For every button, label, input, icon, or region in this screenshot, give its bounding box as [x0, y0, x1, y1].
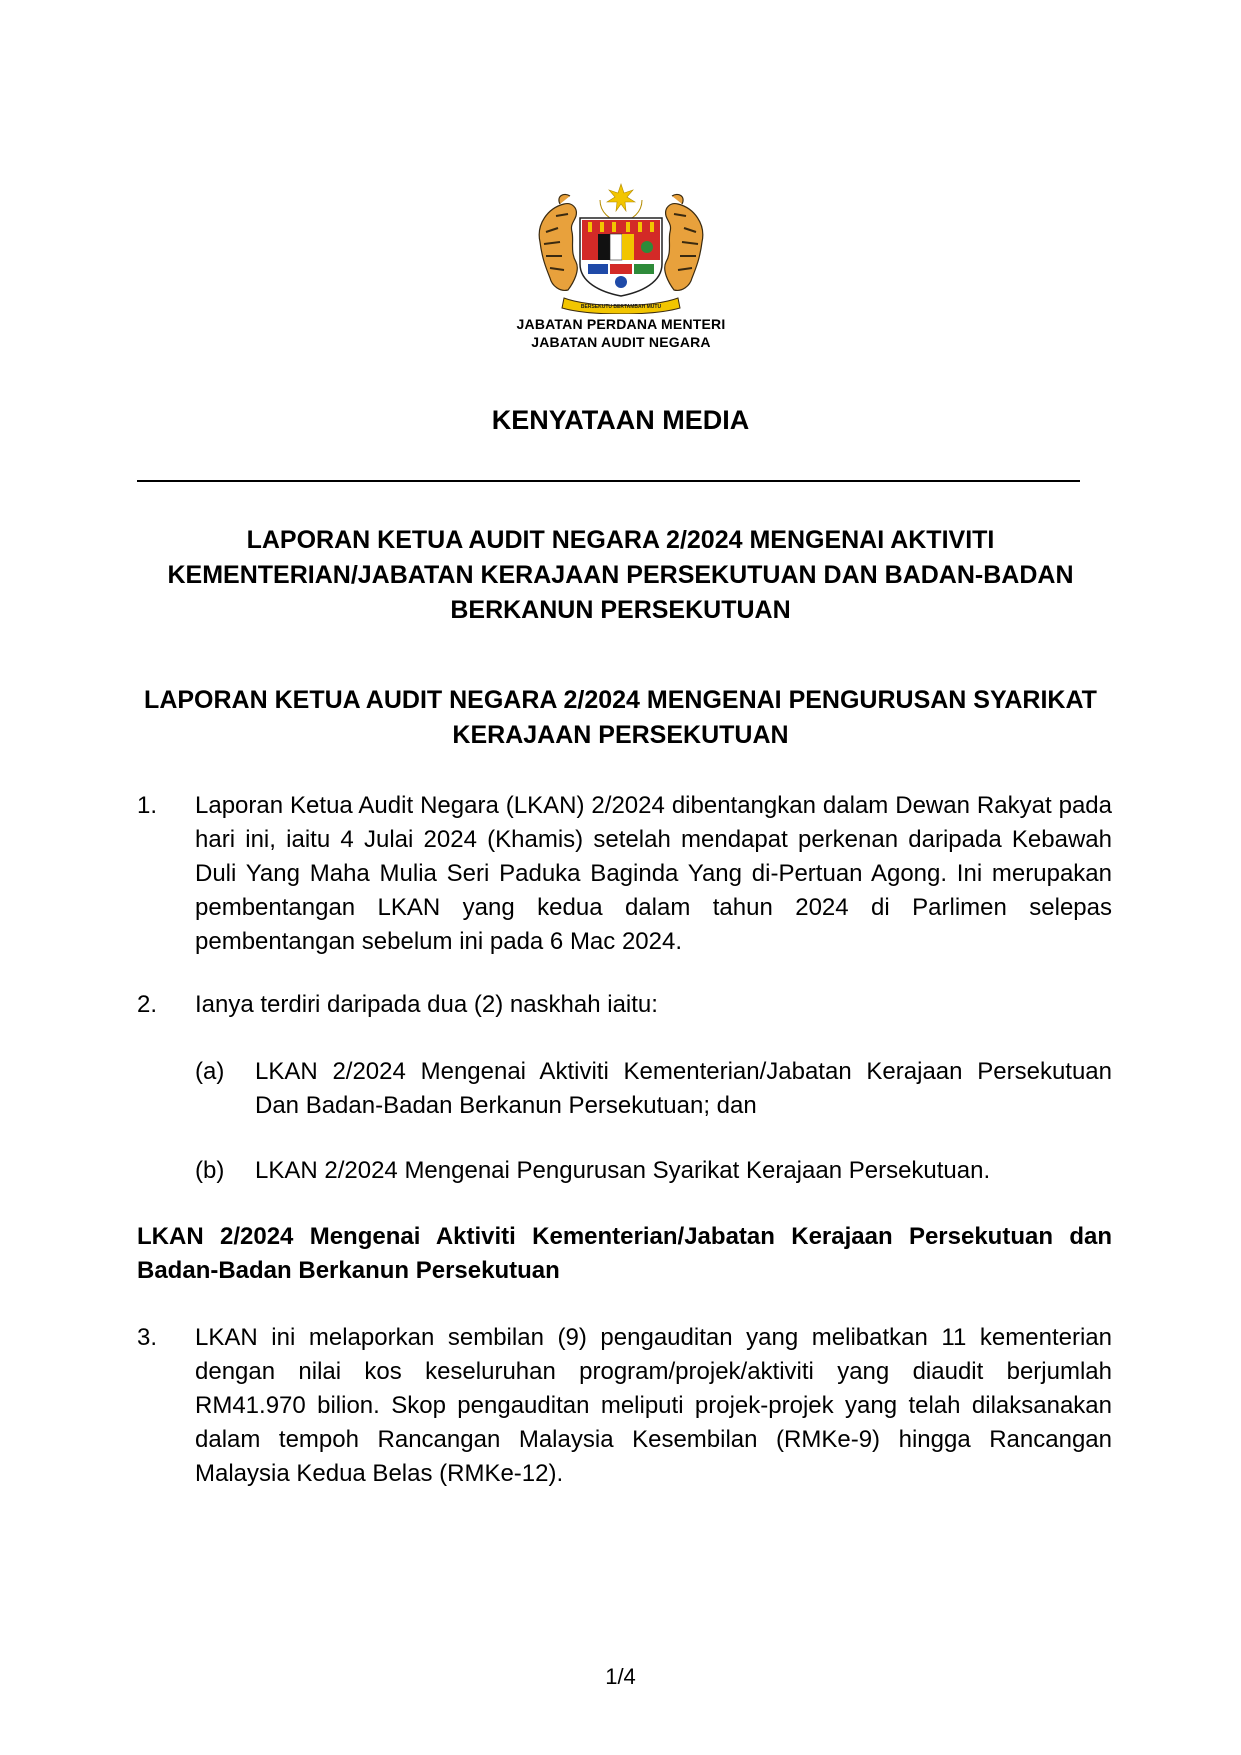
paragraph-number: 2.	[137, 991, 158, 1018]
section-heading: LKAN 2/2024 Mengenai Aktiviti Kementerian/Jabatan Kerajaan Persekutuan dan Badan-Badan Berkanun Persekutuan	[137, 1223, 1112, 1284]
paragraph-text: Ianya terdiri daripada dua (2) naskhah iaitu:	[195, 991, 658, 1018]
sub-item-a	[195, 1055, 1112, 1123]
agency-name-line1: JABATAN PERDANA MENTERI	[516, 316, 726, 332]
paragraph-number: 3.	[137, 1324, 158, 1351]
paragraph-2	[137, 988, 1112, 1022]
svg-text:BERSEKUTU BERTAMBAH MUTU: BERSEKUTU BERTAMBAH MUTU	[580, 304, 662, 310]
title-divider	[137, 480, 1080, 482]
paragraph-3	[137, 1321, 1112, 1491]
sub-item-label: (a)	[195, 1058, 225, 1085]
sub-item-text: LKAN 2/2024 Mengenai Pengurusan Syarikat Kerajaan Persekutuan.	[255, 1157, 991, 1184]
paragraph-text: Laporan Ketua Audit Negara (LKAN) 2/2024 dibentangkan dalam Dewan Rakyat pada hari ini, iaitu 4 Julai 2024 (Khamis) setelah mendapat perkenan daripada Kebawah Duli Yang Maha Mulia Seri Paduka Baginda Yang di-Pertuan Agong. Ini merupakan pembentangan LKAN yang kedua dalam tahun 2024 di Parlimen selepas pembentangan sebelum ini pada 6 Mac 2024.	[195, 792, 1112, 955]
main-heading-2: LAPORAN KETUA AUDIT NEGARA 2/2024 MENGENAI PENGURUSAN SYARIKAT KERAJAAN PERSEKUTUAN	[144, 686, 1097, 749]
sub-item-b	[195, 1154, 1112, 1188]
paragraph-1	[137, 789, 1112, 959]
paragraph-number: 1.	[137, 792, 158, 819]
document-type-title: KENYATAAN MEDIA	[491, 405, 750, 435]
agency-name-line2: JABATAN AUDIT NEGARA	[531, 334, 711, 350]
malaysia-coat-of-arms-icon	[530, 182, 712, 314]
paragraph-text: LKAN ini melaporkan sembilan (9) pengauditan yang melibatkan 11 kementerian dengan nilai kos keseluruhan program/projek/aktiviti yang diaudit berjumlah RM41.970 bilion. Skop pengauditan meliputi projek-projek yang telah dilaksanakan dalam tempoh Rancangan Malaysia Kesembilan (RMKe-9) hingga Rancangan Malaysia Kedua Belas (RMKe-12).	[195, 1324, 1112, 1487]
sub-item-label: (b)	[195, 1157, 225, 1184]
page-number: 1/4	[605, 1664, 636, 1689]
main-heading-1: LAPORAN KETUA AUDIT NEGARA 2/2024 MENGENAI AKTIVITI KEMENTERIAN/JABATAN KERAJAAN PERSEKUTUAN DAN BADAN-BADAN BERKANUN PERSEKUTUAN	[167, 526, 1074, 624]
sub-item-text: LKAN 2/2024 Mengenai Aktiviti Kementerian/Jabatan Kerajaan Persekutuan Dan Badan-Badan Berkanun Persekutuan; dan	[255, 1058, 1112, 1119]
